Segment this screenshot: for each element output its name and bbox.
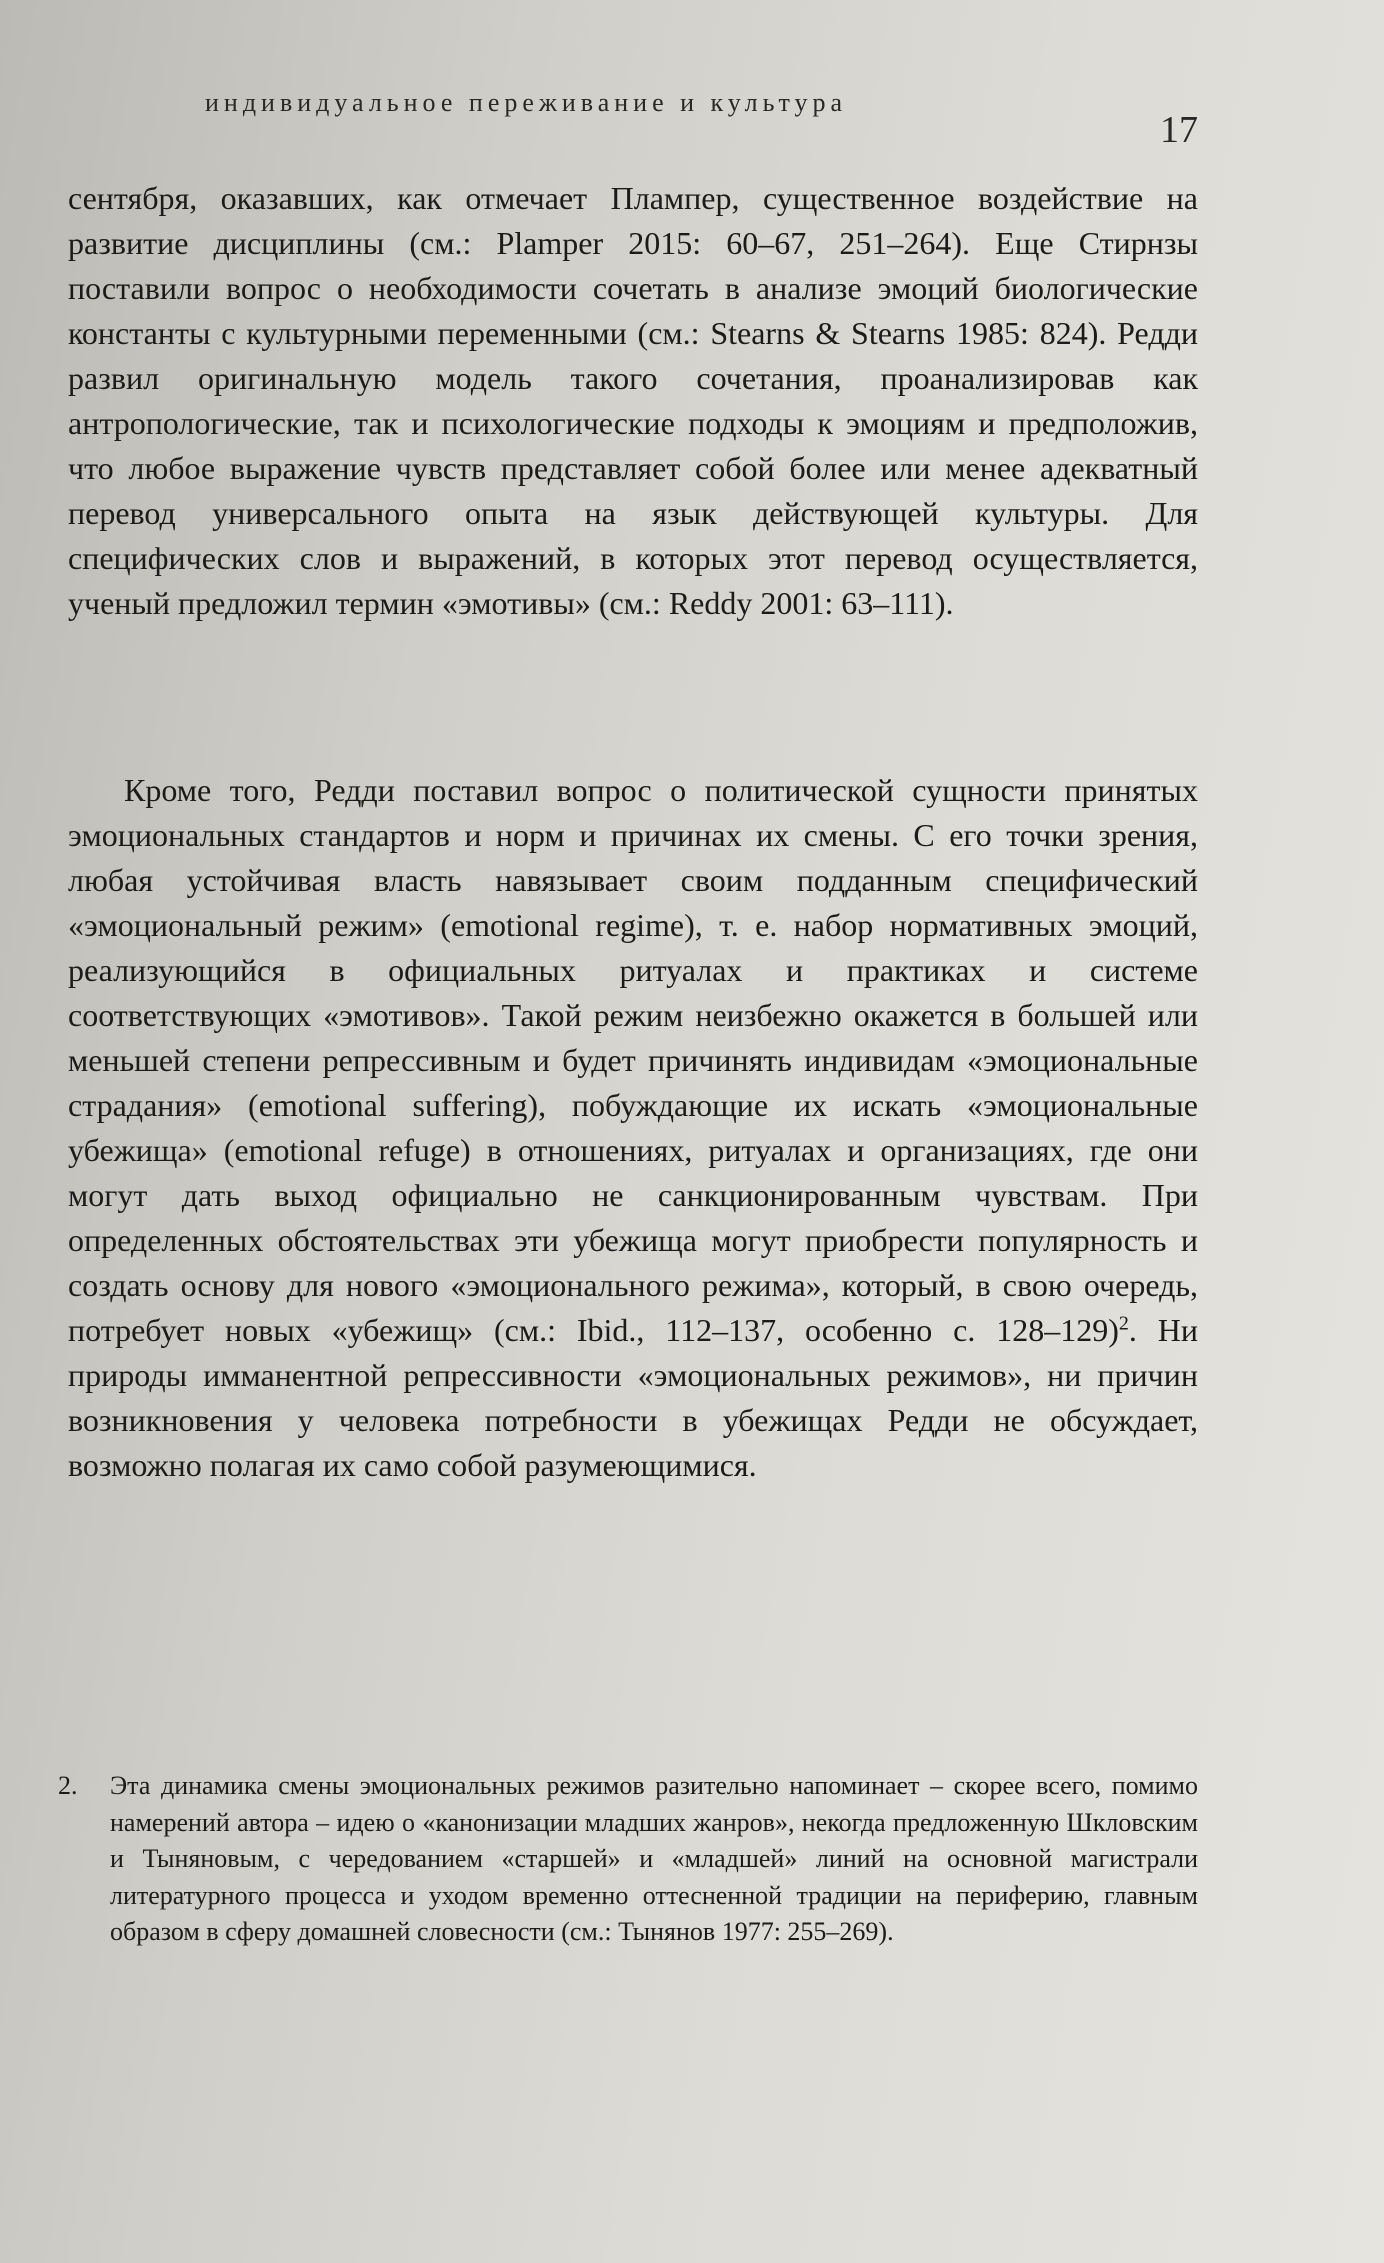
footnote-reference: 2 xyxy=(1118,1312,1129,1335)
paragraph-1: сентября, оказавших, как отмечает Плампер, существенное воздействие на развитие дисциплины (см.: Plamper 2015: 60–67, 251–264). Еще Стирнзы поставили вопрос о необходимости сочетать в анализе эмоций биологические константы с культурными переменными (см.: Stearns & Stearns 1985: 824). Редди развил оригинальную модель такого сочетания, проанализировав как антропологические, так и психологические подходы к эмоциям и предположив, что любое выражение чувств представляет собой более или менее адекватный перевод универсального опыта на язык действующей культуры. Для специфических слов и выражений, в которых этот перевод осуществляется, ученый предложил термин «эмотивы» (см.: Reddy 2001: 63–111). xyxy=(68,180,1198,621)
paragraph-2-end: . Ни природы имманентной репрессивности «эмоциональных режимов», ни причин возникновения у человека потребности в убежищах Редди не обсуждает, возможно полагая их само собой разумеющимися. xyxy=(68,1312,1198,1483)
main-text xyxy=(68,176,1198,1488)
page-number: 17 xyxy=(1160,109,1198,151)
paragraph-2-text: Кроме того, Редди поставил вопрос о политической сущности принятых эмоциональных стандартов и норм и причинах их смены. С его точки зрения, любая устойчивая власть навязывает своим подданным специфический «эмоциональный режим» (emotional regime), т. е. набор нормативных эмоций, реализующийся в официальных ритуалах и практиках и системе соответствующих «эмотивов». Такой режим неизбежно окажется в большей или меньшей степени репрессивным и будет причинять индивидам «эмоциональные страдания» (emotional suffering), побуждающие их искать «эмоциональные убежища» (emotional refuge) в отношениях, ритуалах и организациях, где они могут дать выход официально не санкционированным чувствам. При определенных обстоятельствах эти убежища могут приобрести популярность и создать основу для нового «эмоционального режима», который, в свою очередь, потребует новых «убежищ» (см.: Ibid., 112–137, особенно с. 128–129) xyxy=(68,772,1198,1348)
footnote-text: Эта динамика смены эмоциональных режимов разительно напоминает – скорее всего, помимо намерений автора – идею о «канонизации младших жанров», некогда предложенную Шкловским и Тыняновым, с чередованием «старшей» и «младшей» линий на основной магистрали литературного процесса и уходом временно оттесненной традиции на периферию, главным образом в сферу домашней словесности (см.: Тынянов 1977: 255–269). xyxy=(110,1771,1198,1946)
footnote xyxy=(58,1768,1198,1951)
paragraph-2 xyxy=(68,768,1198,1488)
running-head: индивидуальное переживание и культура xyxy=(205,88,848,117)
footnote-number: 2. xyxy=(58,1771,78,1800)
